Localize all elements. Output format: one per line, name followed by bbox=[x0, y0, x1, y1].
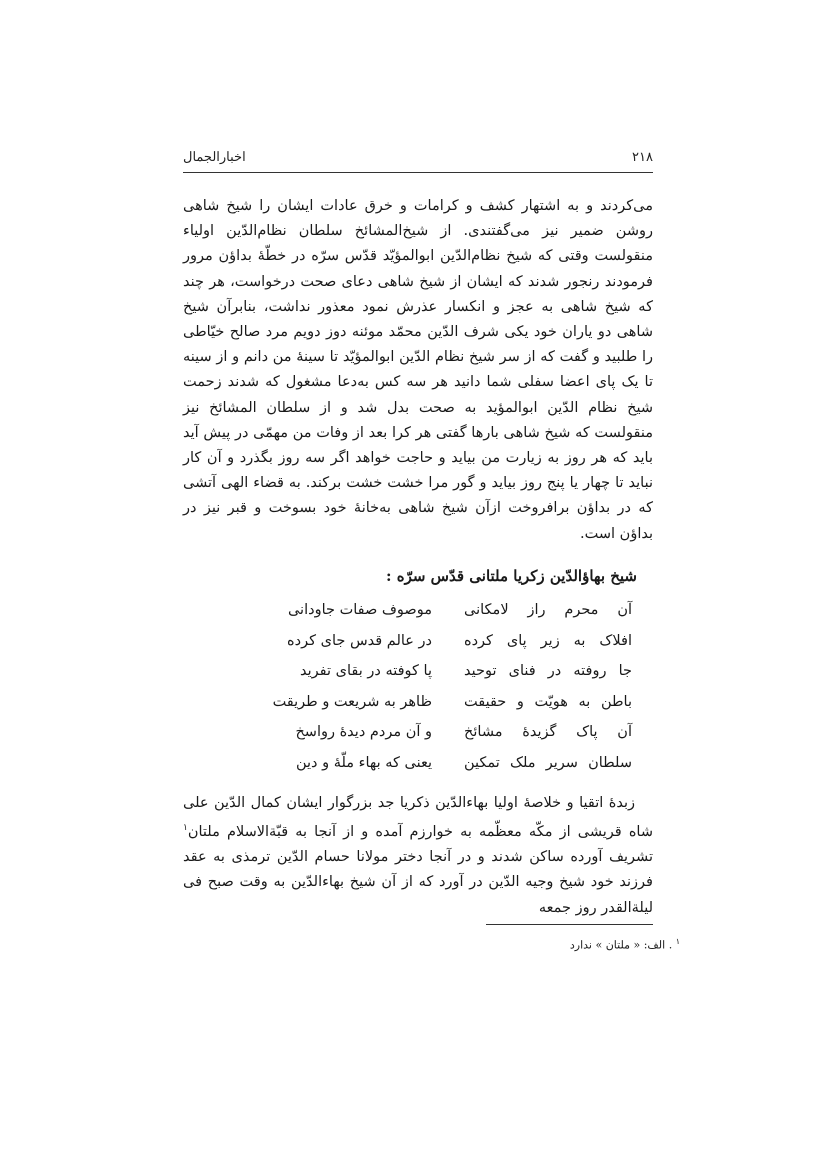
footnote-text: . الف: « ملتان » ندارد bbox=[569, 938, 673, 952]
hemistich-first: جا روفته در فنای توحید bbox=[464, 663, 632, 679]
paragraph-text: تشریف آورده ساکن شدند و در آنجا دختر مولانا حسام الدّین ترمذی به عقد فرزند خود شیخ وجیه الدّین در آورد که از آن شیخ بهاءالدّین به وقت صبح فی لیلةالقدر روز جمعه bbox=[183, 849, 653, 916]
hemistich-second: در عالم قدس جای کرده bbox=[287, 632, 432, 649]
hemistich-second: و آن مردم دیدهٔ رواسخ bbox=[295, 724, 432, 740]
verse-line bbox=[250, 595, 632, 626]
verse-line bbox=[250, 748, 632, 779]
footnote bbox=[400, 934, 680, 954]
hemistich-first: آن پاک گزیدهٔ مشائخ bbox=[464, 724, 632, 740]
footnote-reference[interactable]: ۱ bbox=[183, 823, 188, 834]
hemistich-first: باطن به هویّت و حقیقت bbox=[464, 693, 632, 710]
footnote-rule bbox=[486, 924, 653, 925]
hemistich-second: پا کوفته در بقای تفرید bbox=[300, 663, 432, 679]
header-rule bbox=[183, 172, 653, 173]
page-number: ۲۱۸ bbox=[632, 150, 653, 165]
main-text bbox=[183, 194, 653, 547]
hemistich-first: سلطان سریر ملک تمکین bbox=[464, 754, 632, 771]
hemistich-second: یعنی که بهاء ملّهٔ و دین bbox=[295, 754, 432, 771]
paragraph: می‌کردند و به اشتهار کشف و کرامات و خرق عادات ایشان را شیخ شاهی روشن ضمیر نیز می‌گفتندی. از شیخ‌المشائخ سلطان نظام‌الدّین اولیاء منقولست وقتی که شیخ نظام‌الدّین ابوالمؤیّد قدّس سرّه در خطّهٔ بداؤن مرور فرمودند رنجور شدند که ایشان از شیخ شاهی دعای صحت درخواست، هر چند که شیخ شاهی به عجز و انکسار عذرش نمود معذور نداشت، بنابرآن شیخ شاهی دو یاران خود یکی شرف الدّین محمّد موئنه دوز دویم مرد صالح خیّاطی را طلبید و گفت که از سر شیخ نظام الدّین ابوالمؤیّد تا سینهٔ من دانم و از سینه تا یک پای اعضا سفلی شما دانید هر سه کس به‌دعا مشغول که شدند زحمت شیخ نظام الدّین ابوالمؤید به صحت بدل شد و از سلطان المشائخ نیز منقولست که شیخ شاهی بارها گفتی هر کرا بعد از وفات من مهمّی در پیش آید باید که هر روز به زیارت من بیاید و حاجت خواهد اگر سه روز بگذرد و آن کار نباید تا چهار یا پنج روز بیاید و گور مرا خشت خشت برکند. به قضاء الهی آتشی که در بداؤن برافروخت ازآن شیخ شاهی به‌خانهٔ خود بسوخت و قبر نیز در بداؤن است. bbox=[183, 198, 653, 542]
section-heading: شیخ بهاؤالدّین زکریا ملتانی قدّس سرّه : bbox=[386, 567, 637, 585]
running-head bbox=[183, 150, 653, 172]
verse-line bbox=[250, 687, 632, 718]
verse-line bbox=[250, 717, 632, 748]
main-text-continued bbox=[183, 791, 653, 921]
hemistich-first: افلاک به زیر پای کرده bbox=[464, 632, 632, 649]
hemistich-second: ظاهر به شریعت و طریقت bbox=[272, 693, 432, 710]
hemistich-second: موصوف صفات جاودانی bbox=[287, 602, 432, 618]
footnote-number: ۱ bbox=[675, 937, 680, 946]
verse-line bbox=[250, 626, 632, 657]
book-title: اخبارالجمال bbox=[183, 150, 246, 165]
poem bbox=[250, 595, 632, 778]
verse-line bbox=[250, 656, 632, 687]
hemistich-first: آن محرم راز لامکانی bbox=[464, 602, 632, 618]
paragraph bbox=[183, 791, 653, 921]
paragraph-text: زبدهٔ اتقیا و خلاصهٔ اولیا بهاءالدّین ذکریا جد بزرگوار ایشان کمال الدّین علی شاه قریشی از مکّه معظّمه به خوارزم آمده و از آنجا به قبّةالاسلام ملتان bbox=[183, 795, 653, 841]
